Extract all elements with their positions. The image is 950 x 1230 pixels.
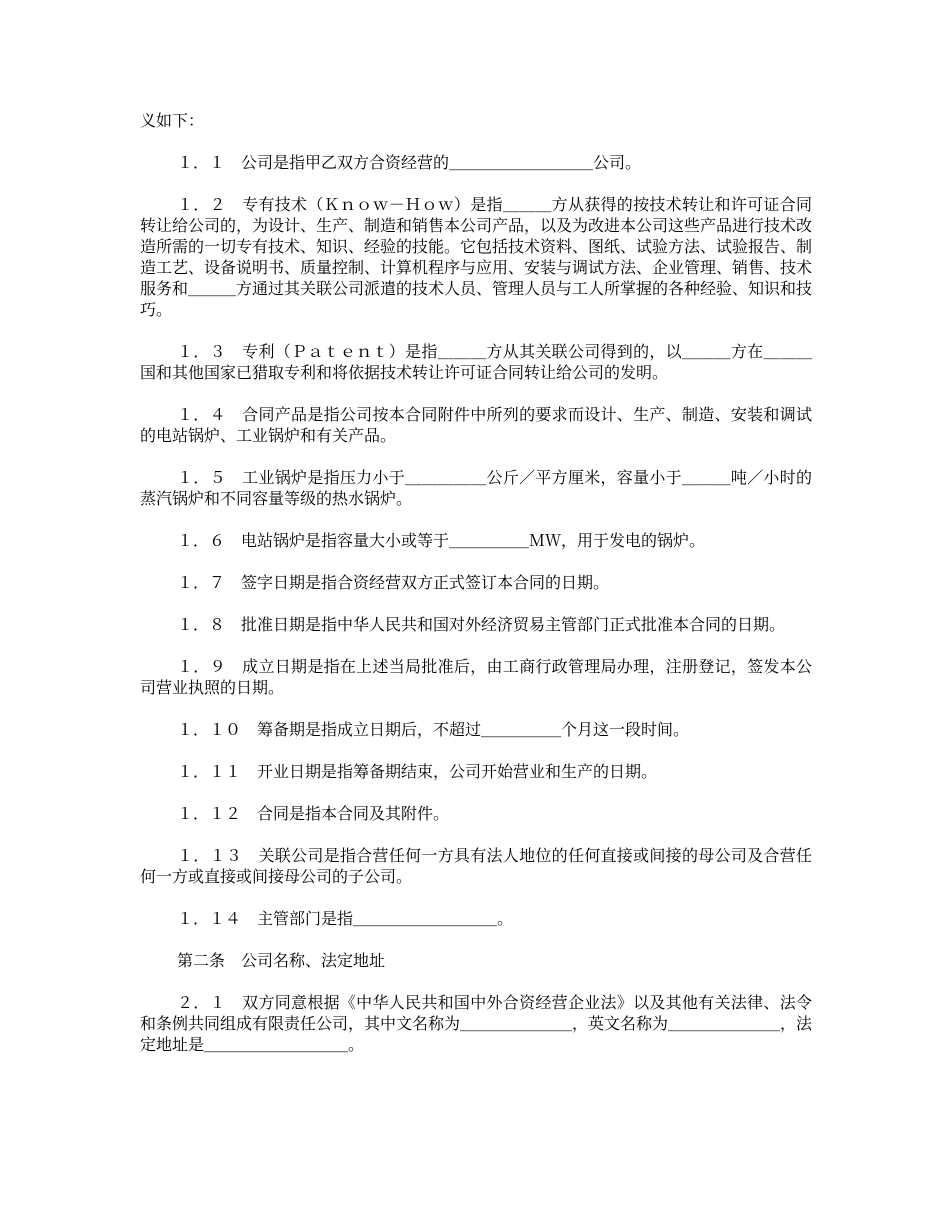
clause-1-7: １．７ 签字日期是指合资经营双方正式签订本合同的日期。 (177, 573, 610, 592)
clause-2-1: ２．１ 双方同意根据《中华人民共和国中外合资经营企业法》以及其他有关法律、法令和条例共同组成有限责任公司，其中文名称为＿＿＿＿＿＿＿，英文名称为＿＿＿＿＿＿＿，法定地址是＿＿＿＿＿＿＿＿＿。 (140, 993, 813, 1054)
clause-1-3: １．３ 专利（Ｐａｔｅｎｔ）是指＿＿＿方从其关联公司得到的，以＿＿＿方在＿＿＿国和其他国家已猎取专利和将依据技术转让许可证合同转让给公司的发明。 (140, 342, 812, 382)
document-page (140, 110, 812, 1076)
clause-1-11: １．１１ 开业日期是指筹备期结束，公司开始营业和生产的日期。 (177, 762, 658, 781)
intro-line: 义如下： (140, 111, 205, 130)
clause-1-1: １．１ 公司是指甲乙双方合资经营的＿＿＿＿＿＿＿＿＿公司。 (177, 153, 642, 172)
clause-1-12: １．１２ 合同是指本合同及其附件。 (177, 804, 450, 823)
clause-1-4: １．４ 合同产品是指公司按本合同附件中所列的要求而设计、生产、制造、安装和调试的电站锅炉、工业锅炉和有关产品。 (140, 405, 812, 445)
clause-1-8: １．８ 批准日期是指中华人民共和国对外经济贸易主管部门正式批准本合同的日期。 (177, 615, 786, 634)
clause-1-14: １．１４ 主管部门是指＿＿＿＿＿＿＿＿＿。 (177, 909, 514, 928)
article-2-heading: 第二条 公司名称、法定地址 (177, 951, 386, 970)
clause-1-13: １．１３ 关联公司是指合营任何一方具有法人地位的任何直接或间接的母公司及合营任何一方或直接或间接母公司的子公司。 (140, 846, 812, 886)
clause-1-10: １．１０ 筹备期是指成立日期后，不超过＿＿＿＿＿个月这一段时间。 (177, 720, 690, 739)
clause-1-9: １．９ 成立日期是指在上述当局批准后，由工商行政管理局办理，注册登记，签发本公司营业执照的日期。 (140, 657, 812, 697)
clause-1-5: １．５ 工业锅炉是指压力小于＿＿＿＿＿公斤／平方厘米，容量小于＿＿＿吨／小时的蒸汽锅炉和不同容量等级的热水锅炉。 (140, 468, 812, 508)
clause-1-6: １．６ 电站锅炉是指容量大小或等于＿＿＿＿＿ＭＷ，用于发电的锅炉。 (177, 531, 706, 550)
clause-1-2: １．２ 专有技术（Ｋｎｏｗ－Ｈｏｗ）是指＿＿＿方从获得的按技术转让和许可证合同转让给公司的，为设计、生产、制造和销售本公司产品，以及为改进本公司这些产品进行技术改造所需的一切专有技术、知识、经验的技能。它包括技术资料、图纸、试验方法、试验报告、制造工艺、设备说明书、质量控制、计算机程序与应用、安装与调试方法、企业管理、销售、技术服务和＿＿＿方通过其关联公司派遣的技术人员、管理人员与工人所掌握的各种经验、知识和技巧。 (140, 195, 813, 319)
